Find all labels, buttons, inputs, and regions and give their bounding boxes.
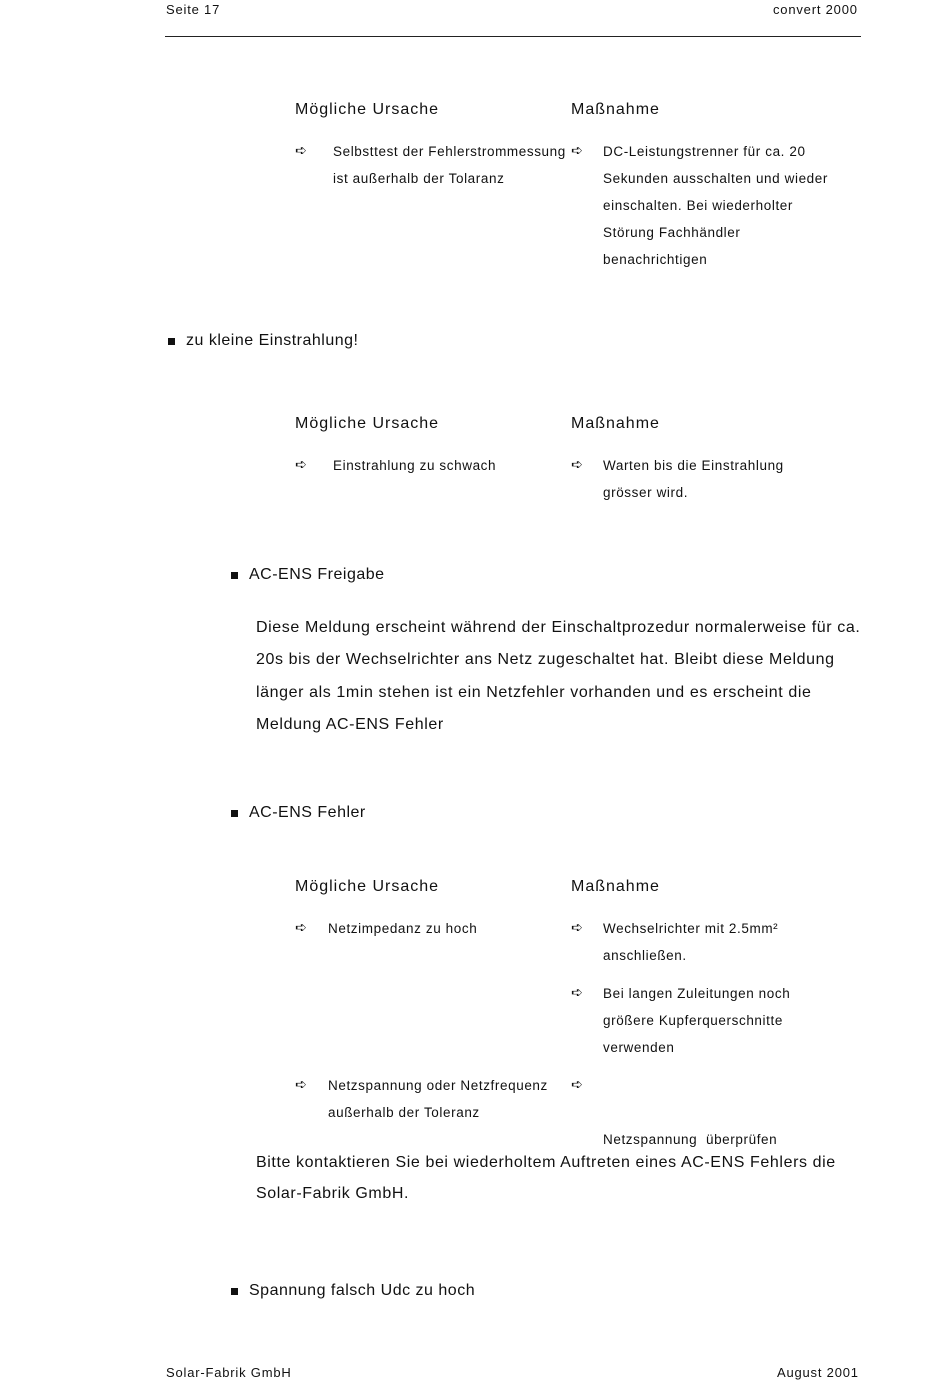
action-text: Netzspannung überprüfen — [603, 1132, 778, 1147]
bullet-icon — [231, 572, 238, 579]
action-text: Bei langen Zuleitungen noch größere Kupferquerschnitte verwenden — [603, 986, 791, 1055]
arrow-icon: ➪ — [295, 920, 307, 936]
bullet-icon — [168, 338, 175, 345]
action-column-header: Maßnahme — [571, 878, 660, 895]
section-title-einstrahlung: zu kleine Einstrahlung! — [186, 332, 359, 349]
arrow-icon: ➪ — [571, 1077, 583, 1093]
cause-text: Selbsttest der Fehlerstrommessung ist außerhalb der Tolaranz — [333, 144, 566, 186]
cause-column-header: Mögliche Ursache — [295, 878, 440, 895]
arrow-icon: ➪ — [295, 457, 307, 473]
arrow-icon: ➪ — [571, 920, 583, 936]
cause-column-header: Mögliche Ursache — [295, 415, 440, 432]
arrow-icon: ➪ — [571, 143, 583, 159]
section-title-fehler: AC-ENS Fehler — [249, 804, 366, 821]
action-text: Warten bis die Einstrahlung grösser wird. — [603, 458, 784, 500]
arrow-icon: ➪ — [571, 985, 583, 1001]
arrow-icon: ➪ — [295, 143, 307, 159]
bullet-icon — [231, 1288, 238, 1295]
cause-text: Einstrahlung zu schwach — [333, 458, 497, 473]
freigabe-paragraph: Diese Meldung erscheint während der Einschaltprozedur normalerweise für ca. 20s bis der Wechselrichter ans Netz zugeschaltet hat. Bleibt diese Meldung länger als 1min stehen ist ein Netzfehler vorhanden und es erscheint die Meldung AC-ENS Fehler — [256, 619, 861, 733]
footer-date: August 2001 — [777, 1365, 859, 1380]
fehler-paragraph: Bitte kontaktieren Sie bei wiederholtem Auftreten eines AC-ENS Fehlers die Solar-Fabrik GmbH. — [256, 1154, 836, 1202]
arrow-icon: ➪ — [295, 1077, 307, 1093]
cause-column-header: Mögliche Ursache — [295, 101, 440, 118]
action-column-header: Maßnahme — [571, 415, 660, 432]
bullet-icon — [231, 810, 238, 817]
arrow-icon: ➪ — [571, 457, 583, 473]
cause-text: Netzimpedanz zu hoch — [328, 921, 478, 936]
header-rule — [165, 36, 861, 37]
action-column-header: Maßnahme — [571, 101, 660, 118]
cause-text: Netzspannung oder Netzfrequenz außerhalb der Toleranz — [328, 1078, 548, 1120]
footer-company: Solar-Fabrik GmbH — [166, 1365, 292, 1380]
page-number: Seite 17 — [166, 2, 221, 17]
action-text: DC-Leistungstrenner für ca. 20 Sekunden ausschalten und wieder einschalten. Bei wiederholter Störung Fachhändler benachrichtigen — [603, 144, 828, 267]
section-title-freigabe: AC-ENS Freigabe — [249, 566, 385, 583]
action-text: Wechselrichter mit 2.5mm² anschließen. — [603, 921, 779, 963]
section-title-spannung: Spannung falsch Udc zu hoch — [249, 1282, 476, 1299]
document-title: convert 2000 — [773, 2, 858, 17]
